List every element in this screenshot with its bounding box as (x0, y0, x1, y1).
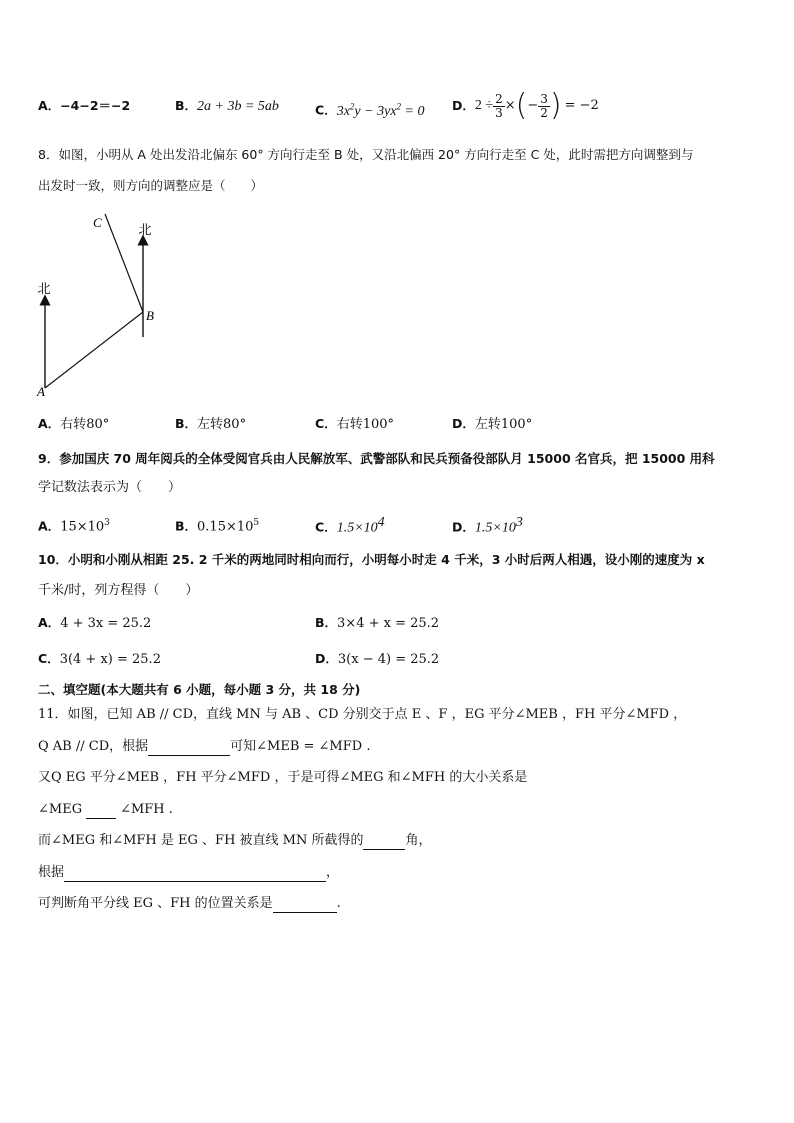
q11-line2: Q AB // CD，根据 可知∠MEB = ∠MFD . (38, 739, 371, 754)
q9-option-a: A．$15\times 10^3$ (38, 518, 110, 535)
option-text: $3x^2y - 3yx^2 = 0$ (336, 101, 425, 119)
q9-option-d: D．$1.5\times 10^3$ (452, 515, 523, 536)
q7-option-c (315, 97, 424, 121)
q7-option-b (175, 97, 279, 116)
option-text: −4−2＝−2 (60, 98, 131, 113)
q10-option-d: D．3(x − 4) = 25.2 (315, 651, 440, 667)
point-label-b: B (146, 308, 154, 323)
blank-1[interactable] (148, 741, 230, 756)
q10-option-c: C．3(4 + x) = 25.2 (38, 651, 161, 667)
option-text: 2a + 3b = 5ab (197, 99, 279, 114)
q8-line2: 出发时一致，则方向的调整应是（ ） (38, 178, 264, 193)
section-heading: 二、填空题(本大题共有 6 小题，每小题 3 分，共 18 分) (38, 682, 361, 697)
q8-option-b: B．左转80° (175, 416, 247, 432)
point-label-c: C (93, 215, 102, 230)
q9-line2: 学记数法表示为（ ） (38, 480, 182, 495)
blank-3[interactable] (363, 835, 405, 850)
blank-4[interactable] (64, 867, 326, 882)
option-label: A． (38, 98, 61, 113)
fraction: $\frac{2}{3}$ (495, 91, 503, 120)
q8-option-d: D．左转100° (452, 416, 533, 432)
north-label-right: 北 (138, 222, 152, 237)
option-label: C． (315, 102, 337, 118)
q8-figure (30, 205, 170, 400)
fraction: $\frac{3}{2}$ (540, 91, 548, 120)
q8-option-c: C．右转100° (315, 416, 395, 432)
q11-line6: 根据 ， (38, 865, 340, 880)
q7-option-a (38, 97, 130, 116)
q11-line3: 又Q EG 平分∠MEB ，FH 平分∠MFD ，于是可得∠MEG 和∠MFH 的大小关系是 (38, 770, 528, 785)
segment-bc (105, 214, 143, 312)
expr-lead: 2 ÷ (474, 98, 494, 113)
q10-line2: 千米/时，列方程得（ ） (38, 583, 199, 598)
minus-sign: − (527, 98, 539, 113)
segment-ab (45, 312, 143, 388)
q11-line5: 而∠MEG 和∠MFH 是 EG 、FH 被直线 MN 所截得的 角， (38, 833, 432, 848)
option-label: B． (175, 98, 198, 113)
times-sign: × (504, 98, 516, 113)
q10-line1: 10．小明和小刚从相距 25. 2 千米的两地同时相向而行，小明每小时走 4 千米，3 小时后两人相遇，设小刚的速度为 x (38, 552, 705, 567)
option-label: D． (452, 98, 475, 113)
q9-option-b: B．$0.15\times 10^5$ (175, 518, 260, 535)
point-label-a: A (37, 384, 45, 399)
q7-option-d: D． 2 ÷ $\frac{2}{3}$ × ( − $\frac{3}{2}$ ) = −2 (452, 88, 599, 123)
q8-line1: 8．如图，小明从 A 处出发沿北偏东 60° 方向行走至 B 处，又沿北偏西 20° 方向行走至 C 处，此时需把方向调整到与 (38, 147, 694, 162)
q9-option-c: C．$1.5\times 10^4$ (315, 515, 385, 536)
q8-option-a: A．右转80° (38, 416, 110, 432)
q10-option-b: B．3×4 + x = 25.2 (315, 615, 440, 631)
q11-line4: ∠MEG ∠MFH . (38, 802, 173, 817)
q11-line1: 11．如图，已知 AB // CD，直线 MN 与 AB 、CD 分别交于点 E 、F ，EG 平分∠MEB ，FH 平分∠MFD ， (38, 707, 687, 722)
blank-2[interactable] (86, 804, 116, 819)
q11-line7: 可判断角平分线 EG 、FH 的位置关系是 . (38, 896, 341, 911)
north-label-left: 北 (37, 281, 51, 296)
q10-option-a: A．4 + 3x = 25.2 (38, 615, 152, 631)
blank-5[interactable] (273, 898, 337, 913)
expr-tail: = −2 (564, 98, 599, 113)
q9-line1: 9．参加国庆 70 周年阅兵的全体受阅官兵由人民解放军、武警部队和民兵预备役部队月 15000 名官兵，把 15000 用科 (38, 451, 715, 466)
